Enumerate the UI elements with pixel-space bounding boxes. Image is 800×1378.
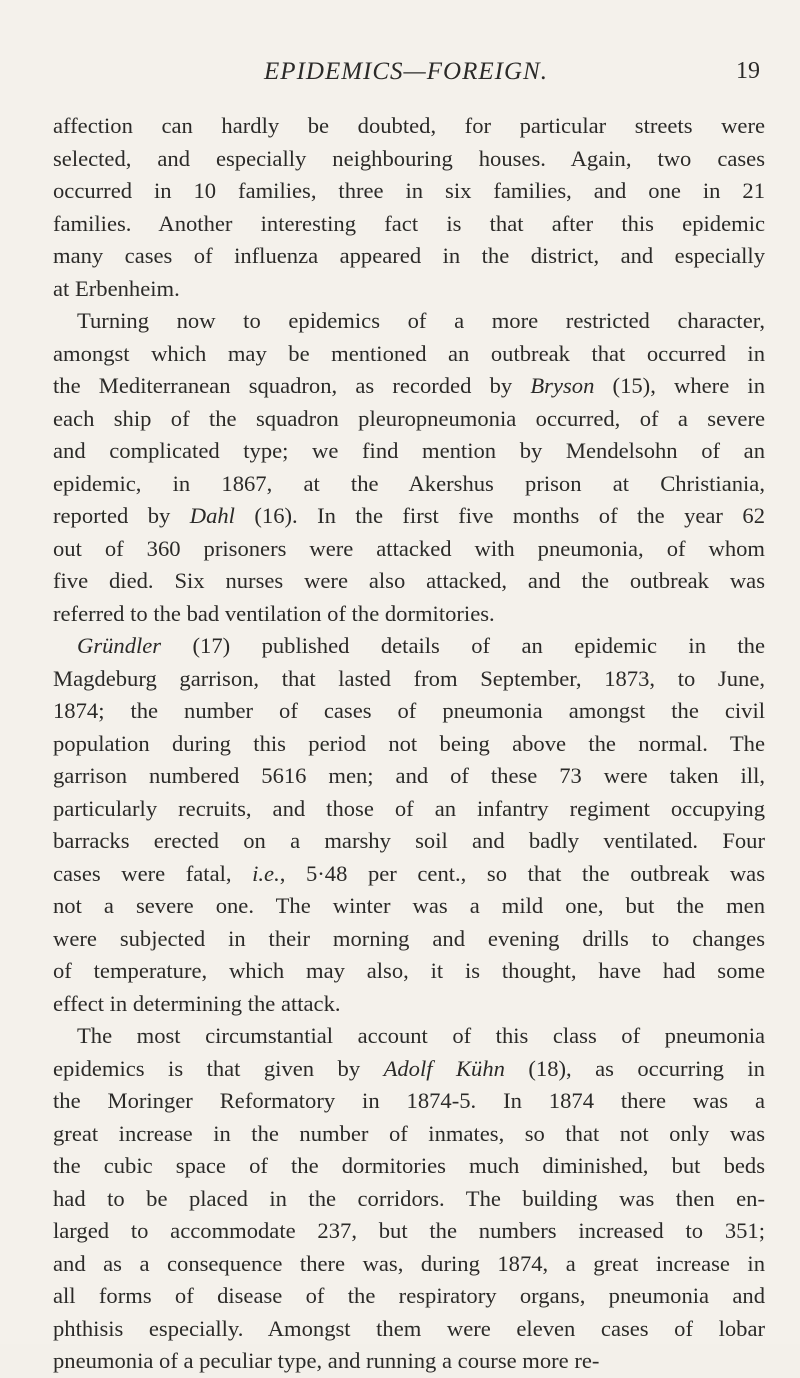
text-line: five died. Six nurses were also attacked, and the outbreak was: [53, 568, 765, 593]
text-line: the Moringer Reformatory in 1874-5. In 1874 there was a: [53, 1088, 765, 1113]
running-title: EPIDEMICS—FOREIGN.: [264, 58, 548, 85]
text-line: many cases of influenza appeared in the district, and especially: [53, 243, 765, 268]
text-line: selected, and especially neighbouring houses. Again, two cases: [53, 145, 765, 171]
text-line: families. Another interesting fact is that after this epidemic: [53, 210, 765, 236]
page-number: 19: [736, 58, 760, 84]
paragraph: [53, 305, 765, 630]
body-text: [53, 110, 765, 1378]
text-line: and complicated type; we find mention by Mendelsohn of an: [53, 438, 765, 463]
text-line: great increase in the number of inmates, so that not only was: [53, 1120, 765, 1146]
text-line: had to be placed in the corridors. The building was then en-: [53, 1185, 765, 1211]
italic-name: Adolf Kühn: [383, 1055, 505, 1081]
text-line: garrison numbered 5616 men; and of these 73 were taken ill,: [53, 763, 765, 788]
italic-name: i.e.: [252, 860, 280, 886]
text-line: each ship of the squadron pleuropneumonia occurred, of a severe: [53, 405, 765, 431]
text-line: affection can hardly be doubted, for particular streets were: [53, 113, 765, 138]
text-line: larged to accommodate 237, but the numbers increased to 351;: [53, 1218, 765, 1243]
text-line: not a severe one. The winter was a mild one, but the men: [53, 893, 765, 918]
paragraph: [53, 1020, 765, 1378]
text-line: particularly recruits, and those of an infantry regiment occupying: [53, 795, 765, 821]
text-line: of temperature, which may also, it is thought, have had some: [53, 958, 765, 983]
text-line: epidemic, in 1867, at the Akershus prison at Christiania,: [53, 470, 765, 496]
text-line: Gründler (17) published details of an epidemic in the: [77, 633, 765, 658]
paragraph: [53, 630, 765, 1020]
text-line: referred to the bad ventilation of the dormitories.: [53, 600, 495, 626]
text-line: effect in determining the attack.: [53, 990, 341, 1016]
italic-name: Dahl: [189, 503, 235, 528]
text-line: epidemics is that given by Adolf Kühn (18), as occurring in: [53, 1055, 765, 1081]
text-line: out of 360 prisoners were attacked with pneumonia, of whom: [53, 535, 765, 561]
text-line: were subjected in their morning and evening drills to changes: [53, 925, 765, 951]
running-head: [52, 58, 760, 98]
text-line: 1874; the number of cases of pneumonia amongst the civil: [53, 698, 765, 723]
text-line: occurred in 10 families, three in six families, and one in 21: [53, 178, 765, 203]
text-line: cases were fatal, i.e., 5·48 per cent., so that the outbreak was: [53, 860, 765, 886]
text-line: population during this period not being above the normal. The: [53, 730, 765, 756]
text-line: barracks erected on a marshy soil and badly ventilated. Four: [53, 828, 765, 853]
text-line: all forms of disease of the respiratory organs, pneumonia and: [53, 1283, 765, 1308]
text-line: Turning now to epidemics of a more restricted character,: [77, 308, 765, 333]
text-line: at Erbenheim.: [53, 275, 180, 301]
italic-name: Gründler: [77, 633, 162, 658]
text-line: The most circumstantial account of this class of pneumonia: [77, 1023, 765, 1048]
text-line: the Mediterranean squadron, as recorded by Bryson (15), where in: [53, 373, 765, 398]
text-line: and as a consequence there was, during 1874, a great increase in: [53, 1250, 765, 1276]
text-line: Magdeburg garrison, that lasted from September, 1873, to June,: [53, 665, 765, 691]
text-line: phthisis especially. Amongst them were eleven cases of lobar: [53, 1315, 765, 1341]
text-line: pneumonia of a peculiar type, and running a course more re-: [53, 1348, 600, 1373]
text-line: amongst which may be mentioned an outbreak that occurred in: [53, 340, 765, 366]
text-line: reported by Dahl (16). In the first five months of the year 62: [53, 503, 765, 528]
text-line: the cubic space of the dormitories much diminished, but beds: [53, 1153, 765, 1178]
italic-name: Bryson: [530, 373, 595, 398]
paragraph: [53, 110, 765, 305]
